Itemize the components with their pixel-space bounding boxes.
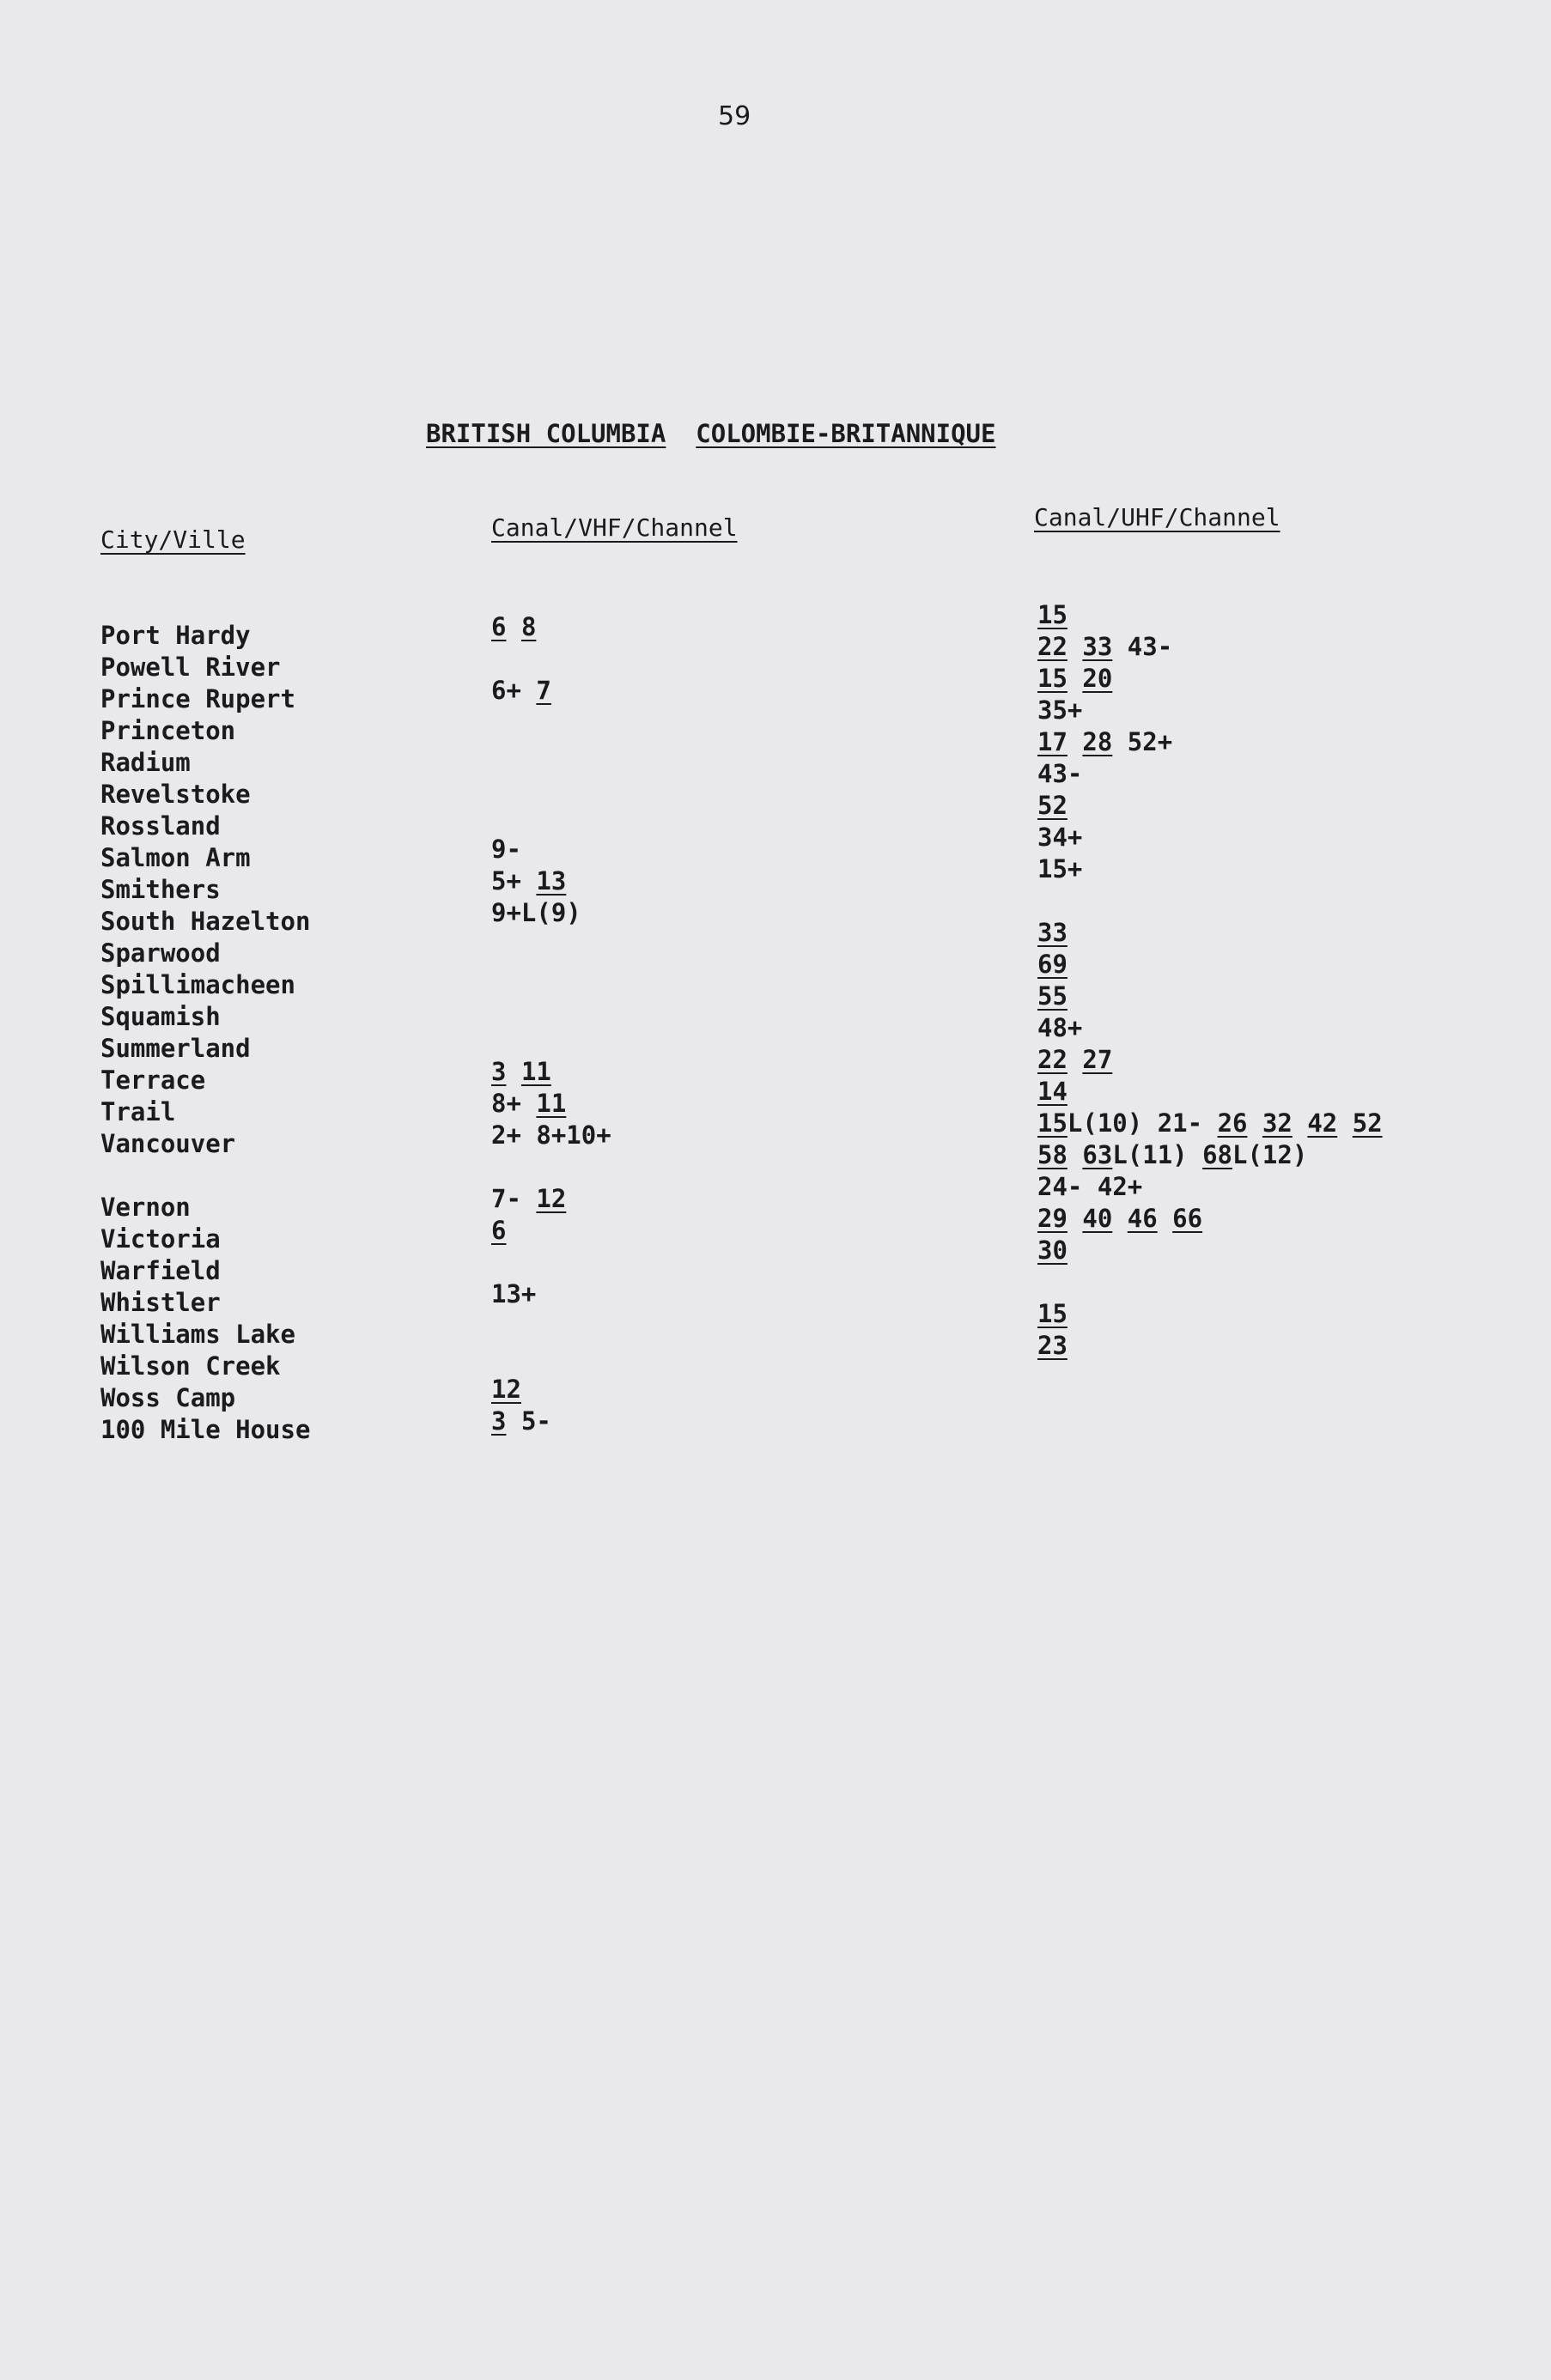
- vhf-channels: [491, 738, 611, 770]
- uhf-channels: 15: [1037, 600, 1067, 629]
- title-french: COLOMBIE-BRITANNIQUE: [696, 419, 996, 448]
- vhf-channels: 6+ 7: [491, 676, 551, 705]
- uhf-column: [1037, 599, 1383, 1362]
- vhf-channels: [491, 1342, 611, 1374]
- city-name: Radium: [100, 748, 191, 777]
- uhf-channels: 23: [1037, 1331, 1067, 1360]
- uhf-channels: 15+: [1037, 854, 1083, 883]
- uhf-channels: 58 63L(11) 68L(12): [1037, 1140, 1308, 1169]
- uhf-channels: 15: [1037, 1299, 1067, 1328]
- uhf-channels: 33: [1037, 918, 1067, 947]
- uhf-channels: 43-: [1037, 759, 1083, 788]
- city-name: Prince Rupert: [100, 684, 295, 713]
- vhf-column: [491, 611, 611, 1437]
- city-name: Princeton: [100, 716, 236, 745]
- vhf-channels: 7- 12: [491, 1184, 567, 1213]
- city-name: Powell River: [100, 653, 281, 682]
- vhf-channels: [491, 929, 611, 961]
- uhf-channels: [1037, 885, 1383, 917]
- vhf-channels: [491, 993, 611, 1024]
- vhf-channels: 13+: [491, 1279, 537, 1308]
- city-name: Woss Camp: [100, 1383, 236, 1412]
- uhf-column-header: Canal/UHF/Channel: [1034, 503, 1280, 531]
- uhf-channels: [1037, 1266, 1383, 1298]
- vhf-channels: 6 8: [491, 612, 537, 641]
- city-column: [100, 620, 310, 1446]
- uhf-channels: 17 28 52+: [1037, 727, 1173, 756]
- vhf-channels: 3 11: [491, 1057, 551, 1086]
- city-name: Victoria: [100, 1224, 221, 1254]
- uhf-channels: 69: [1037, 950, 1067, 979]
- uhf-channels: 48+: [1037, 1013, 1083, 1042]
- page-title: [426, 419, 995, 448]
- vhf-channels: 8+ 11: [491, 1089, 567, 1118]
- vhf-channels: [491, 1247, 611, 1278]
- uhf-channels: 24- 42+: [1037, 1172, 1143, 1201]
- uhf-channels: 55: [1037, 981, 1067, 1011]
- city-name: Vancouver: [100, 1129, 236, 1158]
- city-name: Rossland: [100, 811, 221, 841]
- city-name: Wilson Creek: [100, 1351, 281, 1381]
- city-name: Squamish: [100, 1002, 221, 1031]
- vhf-channels: 9-: [491, 835, 521, 864]
- uhf-channels: 52: [1037, 791, 1067, 820]
- vhf-column-header: Canal/VHF/Channel: [491, 513, 738, 542]
- vhf-channels: 5+ 13: [491, 866, 567, 896]
- uhf-channels: 29 40 46 66: [1037, 1204, 1203, 1233]
- vhf-channels: [491, 707, 611, 738]
- vhf-channels: 6: [491, 1216, 507, 1245]
- city-name: Salmon Arm: [100, 843, 251, 872]
- vhf-channels: [491, 961, 611, 993]
- city-name: Vernon: [100, 1193, 191, 1222]
- vhf-channels: 12: [491, 1375, 521, 1404]
- title-english: BRITISH COLUMBIA: [426, 419, 666, 448]
- city-name: Smithers: [100, 875, 221, 904]
- vhf-channels: [491, 802, 611, 834]
- vhf-channels: [491, 643, 611, 675]
- page-number: 59: [718, 101, 751, 131]
- city-name: Revelstoke: [100, 780, 251, 809]
- vhf-channels: 9+L(9): [491, 898, 581, 927]
- city-name: Whistler: [100, 1288, 221, 1317]
- uhf-channels: 34+: [1037, 823, 1083, 852]
- vhf-channels: 3 5-: [491, 1406, 551, 1436]
- uhf-channels: 14: [1037, 1077, 1067, 1106]
- city-name: Terrace: [100, 1066, 206, 1095]
- city-name: Summerland: [100, 1034, 251, 1063]
- uhf-channels: 22 33 43-: [1037, 632, 1173, 661]
- city-name: Port Hardy: [100, 621, 251, 650]
- uhf-channels: 22 27: [1037, 1045, 1113, 1074]
- city-name: Warfield: [100, 1256, 221, 1285]
- city-name: Trail: [100, 1097, 176, 1126]
- uhf-channels: 35+: [1037, 695, 1083, 725]
- vhf-channels: [491, 770, 611, 802]
- vhf-channels: [491, 1310, 611, 1342]
- uhf-channels: 15L(10) 21- 26 32 42 52: [1037, 1108, 1383, 1138]
- city-name: 100 Mile House: [100, 1415, 311, 1444]
- vhf-channels: 2+ 8+10+: [491, 1120, 611, 1150]
- city-name: South Hazelton: [100, 907, 311, 936]
- city-name: Spillimacheen: [100, 970, 295, 999]
- city-name: Williams Lake: [100, 1320, 295, 1349]
- city-name: Sparwood: [100, 938, 221, 968]
- vhf-channels: [491, 1024, 611, 1056]
- city-column-header: City/Ville: [100, 525, 246, 554]
- uhf-channels: 30: [1037, 1236, 1067, 1265]
- uhf-channels: 15 20: [1037, 664, 1113, 693]
